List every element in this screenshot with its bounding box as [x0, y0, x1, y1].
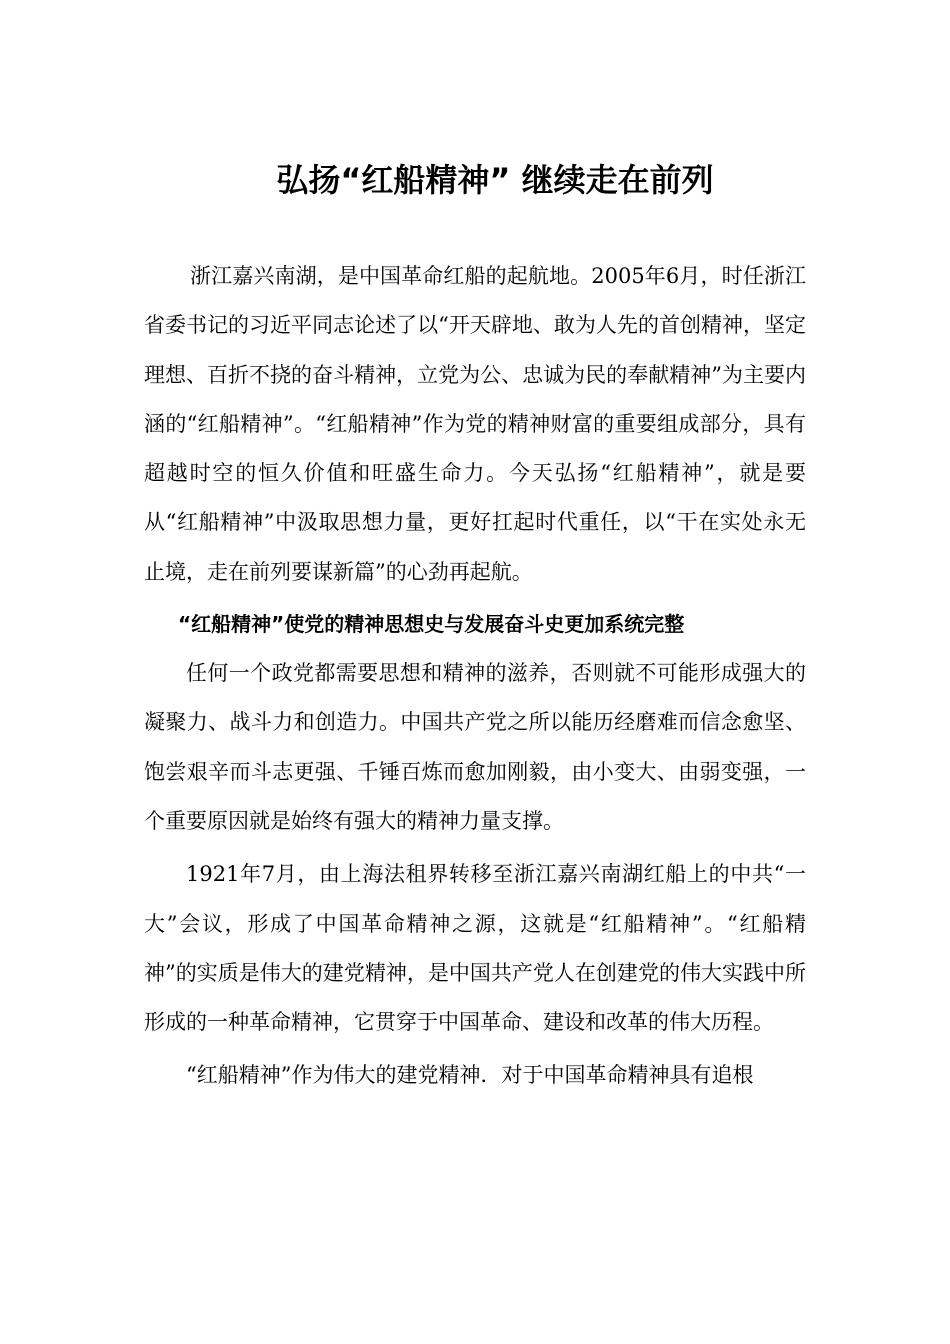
document-title: 弘扬“红船精神” 继续走在前列 — [276, 161, 714, 199]
intro-paragraph: 浙江嘉兴南湖，是中国革命红船的起航地。2005年6月，时任浙江省委书记的习近平同志论述了以“开天辟地、敢为人先的首创精神，坚定理想、百折不挠的奋斗精神，立党为公、忠诚为民的奉献精神”为主要内涵的“红船精神”。“红船精神”作为党的精神财富的重要组成部分，具有超越时空的恒久价值和旺盛生命力。今天弘扬“红船精神”，就是要从“红船精神”中汲取思想力量，更好扛起时代重任，以“干在实处永无止境，走在前列要谋新篇”的心劲再起航。 — [144, 264, 806, 584]
section-paragraph-1: 任何一个政党都需要思想和精神的滋养，否则就不可能形成强大的凝聚力、战斗力和创造力。中国共产党之所以能历经磨难而信念愈坚、饱尝艰辛而斗志更强、千锤百炼而愈加刚毅，由小变大、由弱变强，一个重要原因就是始终有强大的精神力量支撑。 — [144, 661, 806, 833]
section-paragraph-2: 1921年7月，由上海法租界转移至浙江嘉兴南湖红船上的中共“一大”会议，形成了中国革命精神之源，这就是“红船精神”。“红船精神”的实质是伟大的建党精神，是中国共产党人在创建党的伟大实践中所形成的一种革命精神，它贯穿于中国革命、建设和改革的伟大历程。 — [144, 862, 806, 1035]
document-body — [144, 252, 806, 1101]
section-paragraph-3: “红船精神”作为伟大的建党精神．对于中国革命精神具有追根 — [186, 1063, 754, 1088]
section-heading: “红船精神”使党的精神思想史与发展奋斗史更加系统完整 — [178, 612, 685, 637]
